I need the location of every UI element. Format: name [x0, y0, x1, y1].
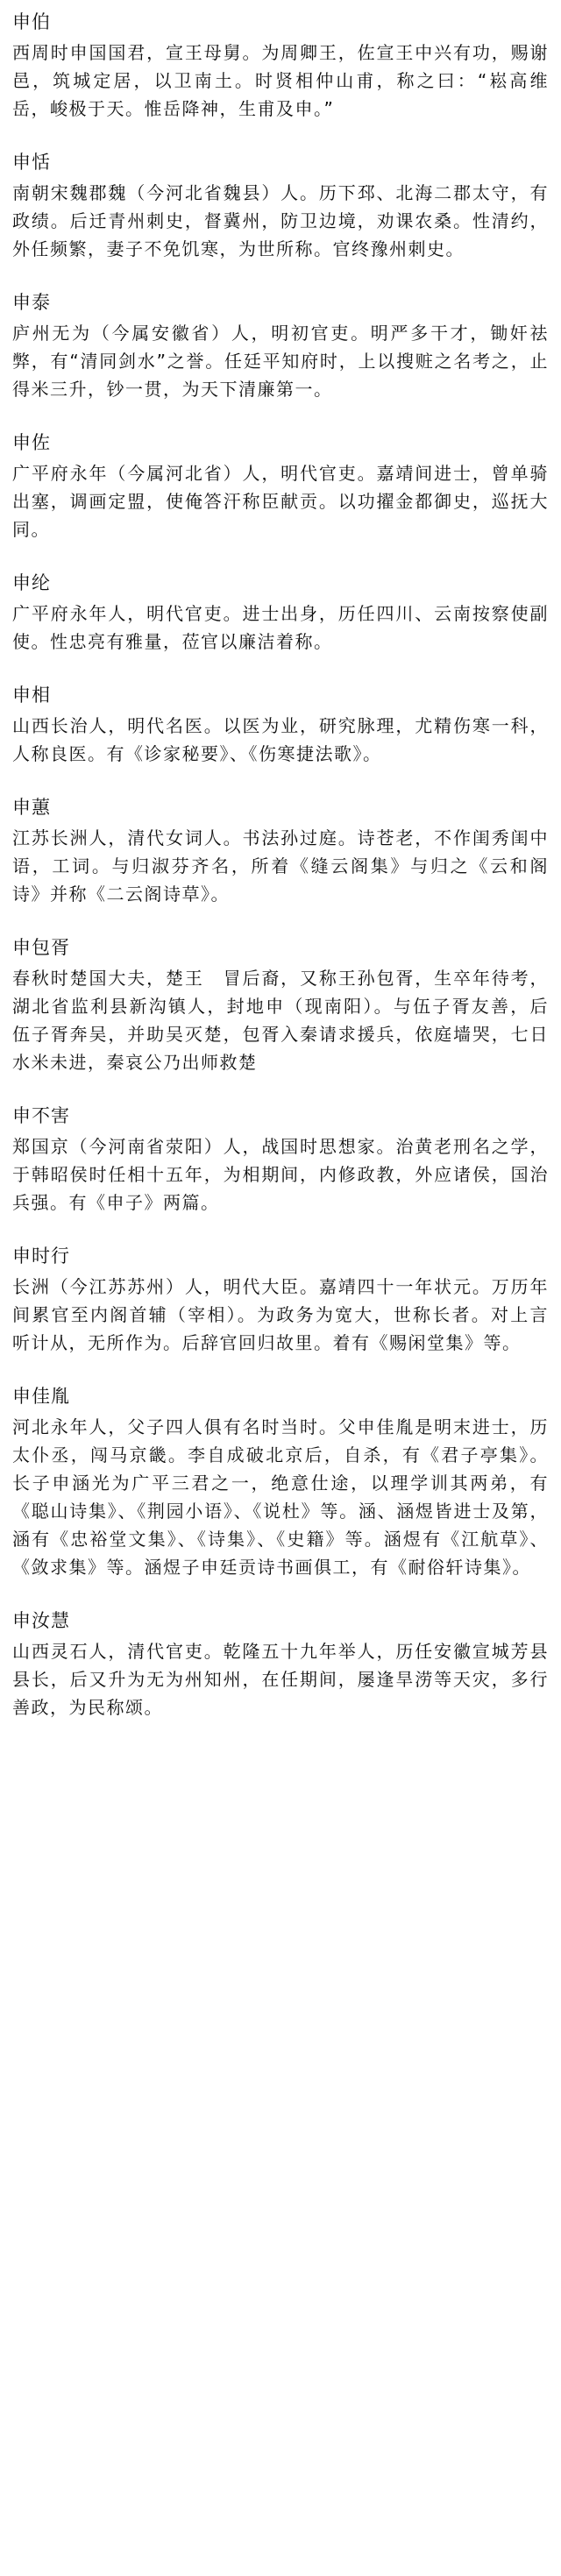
entry-shen-buhai [12, 1101, 549, 1217]
entry-name: 申恬 [12, 152, 51, 173]
entry-name: 申蕙 [12, 797, 51, 818]
entry-shen-shixing [12, 1241, 549, 1357]
entry-name: 申纶 [12, 572, 51, 593]
entry-shen-ruhui [12, 1606, 549, 1721]
entry-shen-jiayin [12, 1381, 549, 1581]
entry-text: 庐州无为（今属安徽省）人，明初官吏。明严多干才，锄奸祛弊，有“清同剑水”之誉。任廷平知府时，上以搜赃之名考之，止得米三升，钞一贯，为天下清廉第一。 [12, 323, 549, 400]
entry-shen-hui [12, 792, 549, 908]
entry-name: 申泰 [12, 292, 51, 313]
entry-text: 山西灵石人，清代官吏。乾隆五十九年举人，历任安徽宣城芳县县长，后又升为无为州知州，在任期间，屡逢旱涝等天灾，多行善政，为民称颂。 [12, 1641, 549, 1718]
entry-text: 河北永年人，父子四人俱有名时当时。父申佳胤是明末进士，历太仆丞，闯马京畿。李自成破北京后，自杀，有《君子亭集》。长子申涵光为广平三君之一，绝意仕途，以理学训其两弟，有《聪山诗集》、《荆园小语》、《说杜》等。涵、涵煜皆进士及第，涵有《忠裕堂文集》、《诗集》、《史籍》等。涵煜有《江航草》、《敛求集》等。涵煜子申廷贡诗书画俱工，有《耐俗轩诗集》。 [12, 1416, 549, 1578]
entry-text: 广平府永年人，明代官吏。进士出身，历任四川、云南按察使副使。性忠亮有雅量，莅官以廉洁着称。 [12, 603, 549, 652]
entry-name: 申时行 [12, 1245, 70, 1267]
entry-text: 江苏长洲人，清代女词人。书法孙过庭。诗苍老，不作闺秀闺中语，工词。与归淑芬齐名，所着《缝云阁集》与归之《云和阁诗》并称《二云阁诗草》。 [12, 827, 549, 905]
entry-name: 申伯 [12, 11, 51, 32]
entry-text: 春秋时楚国大夫，楚王 冒后裔，又称王孙包胥，生卒年待考，湖北省监利县新沟镇人，封地申（现南阳）。与伍子胥友善，后伍子胥奔吴，并助吴灭楚，包胥入秦请求援兵，依庭墙哭，七日水米未进，秦哀公乃出师救楚 [12, 968, 549, 1073]
entry-shen-bo [12, 7, 549, 123]
entry-shen-xiang [12, 680, 549, 768]
entry-text: 广平府永年（今属河北省）人，明代官吏。嘉靖间进士，曾单骑出塞，调画定盟，使俺答汗称臣献贡。以功擢金都御史，巡抚大同。 [12, 463, 549, 540]
entry-name: 申汝慧 [12, 1610, 70, 1631]
entry-name: 申佐 [12, 432, 51, 453]
entry-text: 山西长治人，明代名医。以医为业，研究脉理，尤精伤寒一科，人称良医。有《诊家秘要》、《伤寒捷法歌》。 [12, 715, 549, 764]
entry-shen-tian [12, 147, 549, 263]
entry-text: 郑国京（今河南省荥阳）人，战国时思想家。治黄老刑名之学，于韩昭侯时任相十五年，为相期间，内修政教，外应诸侯，国治兵强。有《申子》两篇。 [12, 1136, 549, 1213]
entry-name: 申相 [12, 685, 51, 706]
entry-shen-baoxu [12, 933, 549, 1076]
entry-shen-tai [12, 287, 549, 403]
entry-text: 长洲（今江苏苏州）人，明代大臣。嘉靖四十一年状元。万历年间累官至内阁首辅（宰相）。为政务为宽大，世称长者。对上言听计从，无所作为。后辞官回归故里。着有《赐闲堂集》等。 [12, 1276, 549, 1353]
entry-text: 南朝宋魏郡魏（今河北省魏县）人。历下邳、北海二郡太守，有政绩。后迁青州刺史，督冀州，防卫边境，劝课农桑。性清约，外任频繁，妻子不免饥寒，为世所称。官终豫州刺史。 [12, 182, 549, 259]
entry-shen-lun [12, 568, 549, 656]
entry-name: 申不害 [12, 1105, 70, 1126]
entry-text: 西周时申国国君，宣王母舅。为周卿王，佐宣王中兴有功，赐谢邑，筑城定居，以卫南土。时贤相仲山甫，称之曰：“崧高维岳，峻极于天。惟岳降神，生甫及申。” [12, 42, 549, 119]
entry-name: 申佳胤 [12, 1386, 70, 1407]
entry-shen-zuo [12, 428, 549, 543]
entry-name: 申包胥 [12, 937, 70, 958]
